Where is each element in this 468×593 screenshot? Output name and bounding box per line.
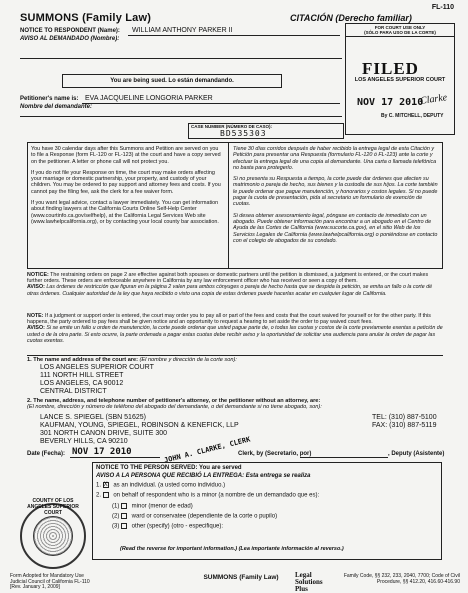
respondent-label-es: AVISO AL DEMANDADO (Nombre):	[20, 36, 120, 42]
footer-brand: Legal Solutions Plus	[295, 571, 323, 593]
respondent-name: WILLIAM ANTHONY PARKER II	[132, 27, 233, 34]
served-option-1: 1. X as an individual. (a usted como individuo.)	[96, 482, 226, 489]
form-title-spanish: CITACIÓN (Derecho familiar)	[290, 13, 412, 23]
notice-en-para-2: If you do not file your Response on time, the court may make orders affecting your marriage or domestic partnership, your property, and custody of your children. You may be ordered to pay support and attorney fees and costs. If you cannot pay the filing fee, ask the clerk for a fee waiver form.	[31, 169, 221, 195]
attorney-line-3: 301 NORTH CANON DRIVE, SUITE 300	[40, 430, 168, 437]
court-address	[40, 364, 154, 396]
case-number: BD535303	[220, 129, 267, 138]
sub-1-label: minor (menor de edad)	[131, 503, 193, 510]
fees-lead: NOTE:	[27, 313, 44, 319]
footer-legal-codes: Family Code, §§ 232, 233, 2040, 7700; Code of Civil Procedure, §§ 412.20, 416.60-416.90	[343, 573, 460, 585]
attorney-address	[40, 414, 239, 446]
deputy-label: , Deputy (Asistente)	[388, 451, 445, 457]
court-seal-center	[33, 516, 73, 556]
clerk-stamp: JOHN A. CLARKE, CLERK	[163, 435, 252, 465]
notice-en-para-3: If you want legal advice, contact a lawyer immediately. You can get information about finding lawyers at the California Courts Online Self-Help Center (www.courtinfo.ca.gov/selfhelp), at the California Legal Services Web site (www.lawhelpcalifornia.org), or by contacting your local county bar association.	[31, 200, 219, 225]
attorney-info-label	[27, 398, 443, 411]
restraining-lead-es: AVISO:	[27, 284, 45, 291]
served-reverse-note: (Read the reverse for important information.) (Lea importante información al reverso.)	[120, 546, 344, 552]
notice-es-para-3: Si desea obtener asesoramiento legal, póngase en contacto de inmediato con un abogado. Puede obtener información para encontrar a un abogado en el Centro de Ayuda de las Cortes de California (www.sucorte.ca.gov), en el sitio Web de los Servicios Legales de California (www.lawhelpcalifornia.org) o poniéndose en contacto con el colegio de abogados de su condado.	[233, 212, 438, 244]
served-sub-3: (3) other (specify) (otro - especifique):	[112, 523, 224, 530]
served-sub-2: (2) ward or conservatee (dependiente de la corte o pupilo)	[112, 513, 278, 520]
respondent-extra-line	[20, 58, 342, 59]
option-2-checkbox[interactable]	[103, 492, 109, 498]
served-heading-es: AVISO A LA PERSONA QUE RECIBIÓ LA ENTREGA: Esta entrega se realiza	[96, 473, 311, 479]
sub-3-checkbox[interactable]	[121, 523, 127, 529]
section-divider	[27, 355, 443, 356]
footer-title: SUMMONS (Family Law)	[203, 574, 279, 581]
notice-divider	[228, 142, 229, 269]
clerk-signature: Clarke	[419, 92, 448, 107]
fees-text: If a judgment or support order is entered, the court may order you to pay all or part of the fees and costs that the court waived for yourself or for the other party. If this happens, the party ordered to pay fees shall be given notice and an opportunity to request a hearing to set aside the order to pay waived court fees.	[27, 313, 431, 326]
clerk-line	[300, 457, 388, 458]
date-value: NOV 17 2010	[72, 447, 132, 457]
notice-en-para-1: You have 30 calendar days after this Summons and Petition are served on you to file a Response (form FL-120 or FL-123) at the court and have a copy served on the petitioner. A letter or phone call will not protect you.	[31, 146, 221, 165]
petitioner-name: EVA JACQUELINE LONGORIA PARKER	[85, 95, 213, 102]
petitioner-label: Petitioner's name is:	[20, 96, 79, 102]
option-1-checkbox[interactable]: X	[103, 482, 108, 488]
option-1-label: as an individual. (a usted como individuo.)	[113, 482, 226, 489]
served-sub-1: (1) minor (menor de edad)	[112, 503, 193, 510]
served-option-2: 2. on behalf of respondent who is a minor (a nombre de un demandado que es):	[96, 492, 320, 499]
sub-2-label: ward or conservatee (dependiente de la corte o pupilo)	[131, 513, 278, 520]
court-address-line-4: CENTRAL DISTRICT	[40, 388, 107, 395]
notice-es-para-2: Si no presenta su Respuesta a tiempo, la corte puede dar órdenes que afecten su matrimonio o pareja de hecho, sus bienes y la custodia de sus hijos. La corte también le puede ordenar que pague manutención, y honorarios y costos legales. Si no puede pagar la cuota de presentación, pida al secretario un formulario de exención de cuotas.	[233, 176, 438, 208]
court-use-heading-en: FOR COURT USE ONLY	[374, 25, 426, 30]
court-info-label-es: (El nombre y dirección de la corte son):	[139, 357, 237, 363]
notice-spanish	[233, 146, 439, 249]
date-label: Date (Fecha):	[27, 451, 66, 457]
notice-english	[31, 146, 224, 230]
court-address-line-2: 111 NORTH HILL STREET	[40, 372, 124, 379]
attorney-phone	[372, 414, 437, 430]
attorney-line-4: BEVERLY HILLS, CA 90210	[40, 438, 128, 445]
option-2-label: on behalf of respondent who is a minor (a nombre de un demandado que es):	[113, 492, 320, 499]
sub-2-checkbox[interactable]	[121, 513, 127, 519]
attorney-line-2: KAUFMAN, YOUNG, SPIEGEL, ROBINSON & KENEFICK, LLP	[40, 422, 239, 429]
form-title: SUMMONS (Family Law)	[20, 12, 152, 24]
filed-date: NOV 17 2010	[357, 97, 424, 108]
court-info-label-en: 1. The name and address of the court are:	[27, 357, 138, 363]
sub-3-label: other (specify) (otro - especifique):	[131, 523, 224, 530]
petitioner-name-line	[82, 103, 340, 104]
clerk-label: Clerk, by (Secretario, por)	[238, 451, 312, 457]
attorney-line-1: LANCE S. SPIEGEL (SBN 51625)	[40, 414, 146, 421]
sued-notice: You are being sued. Lo están demandando.	[62, 74, 282, 88]
attorney-fax: FAX: (310) 887-5119	[372, 422, 437, 429]
filed-stamp: FILED	[362, 59, 419, 78]
filed-court-name: LOS ANGELES SUPERIOR COURT	[354, 77, 446, 83]
fees-text-es: Si se emite un fallo u orden de manutención, la corte puede ordenar que usted pague parte de, o todas las cuotas y costos de la corte previamente exentas a petición de usted o de la otra parte. Si esto ocurre, la parte ordenada a pagar estas cuotas debe recibir aviso y la oportunidad de solicitar una audiencia para anular la orden de pagar las cuotas exentas.	[27, 325, 443, 344]
court-address-line-3: LOS ANGELES, CA 90012	[40, 380, 124, 387]
attorney-info-label-en: 2. The name, address, and telephone number of petitioner's attorney, or the petitioner without an attorney, are:	[27, 398, 321, 404]
restraining-notice	[27, 272, 443, 297]
court-seal-text: COUNTY OF LOS ANGELES SUPERIOR COURT	[27, 498, 79, 516]
footer-form-adopted: Form Adopted for Mandatory Use Judicial Council of California FL-110 [Rev. January 1, 2009]	[10, 573, 90, 590]
respondent-label: NOTICE TO RESPONDENT (Name):	[20, 28, 120, 34]
petitioner-extra-line	[20, 116, 342, 117]
filed-by-deputy: By C. MITCHELL, DEPUTY	[381, 113, 444, 119]
attorney-tel: TEL: (310) 887-5100	[372, 414, 437, 421]
case-number-label: CASE NUMBER (NÚMERO DE CASO):	[191, 124, 272, 129]
court-use-heading	[346, 24, 454, 37]
form-id: FL-110	[431, 4, 454, 11]
court-address-line-1: LOS ANGELES SUPERIOR COURT	[40, 364, 154, 371]
petitioner-label-es: Nombre del demandante:	[20, 104, 93, 110]
fees-notice	[27, 313, 443, 344]
served-heading: NOTICE TO THE PERSON SERVED: You are served	[96, 465, 242, 471]
court-use-heading-es: (SÓLO PARA USO DE LA CORTE)	[364, 30, 436, 35]
restraining-lead: NOTICE:	[27, 272, 49, 278]
fees-lead-es: AVISO:	[27, 325, 45, 332]
notice-es-para-1: Tiene 30 días corridos después de haber recibido la entrega legal de esta Citación y Petición para presentar una Respuesta (formulario FL-120 ó FL-123) ante la corte y efectuar la entrega legal de una copia al demandante. Una carta o llamada telefónica no basta para protegerlo.	[233, 146, 437, 171]
attorney-info-label-es: (El nombre, dirección y número de teléfono del abogado del demandante, o del demandante si no tiene abogado, son):	[27, 404, 322, 411]
sub-1-checkbox[interactable]	[121, 503, 127, 509]
respondent-name-line	[128, 35, 340, 36]
restraining-text-es: Las órdenes de restricción que figuran en la página 2 valen para ambos cónyuges o pareja de hecho hasta que se despida la petición, se emita un fallo o la corte dé otras órdenes. Cualquier autoridad de la ley que haya recibido o visto una copia de estas órdenes puede hacerlas acatar en cualquier lugar de California.	[27, 284, 433, 297]
date-line	[70, 457, 160, 458]
restraining-text: The restraining orders on page 2 are effective against both spouses or domestic partners until the petition is dismissed, a judgment is entered, or the court makes further orders. These orders are enforceable anywhere in California by any law enforcement officer who has received or seen a copy of them.	[27, 272, 429, 285]
court-info-label	[27, 357, 237, 363]
